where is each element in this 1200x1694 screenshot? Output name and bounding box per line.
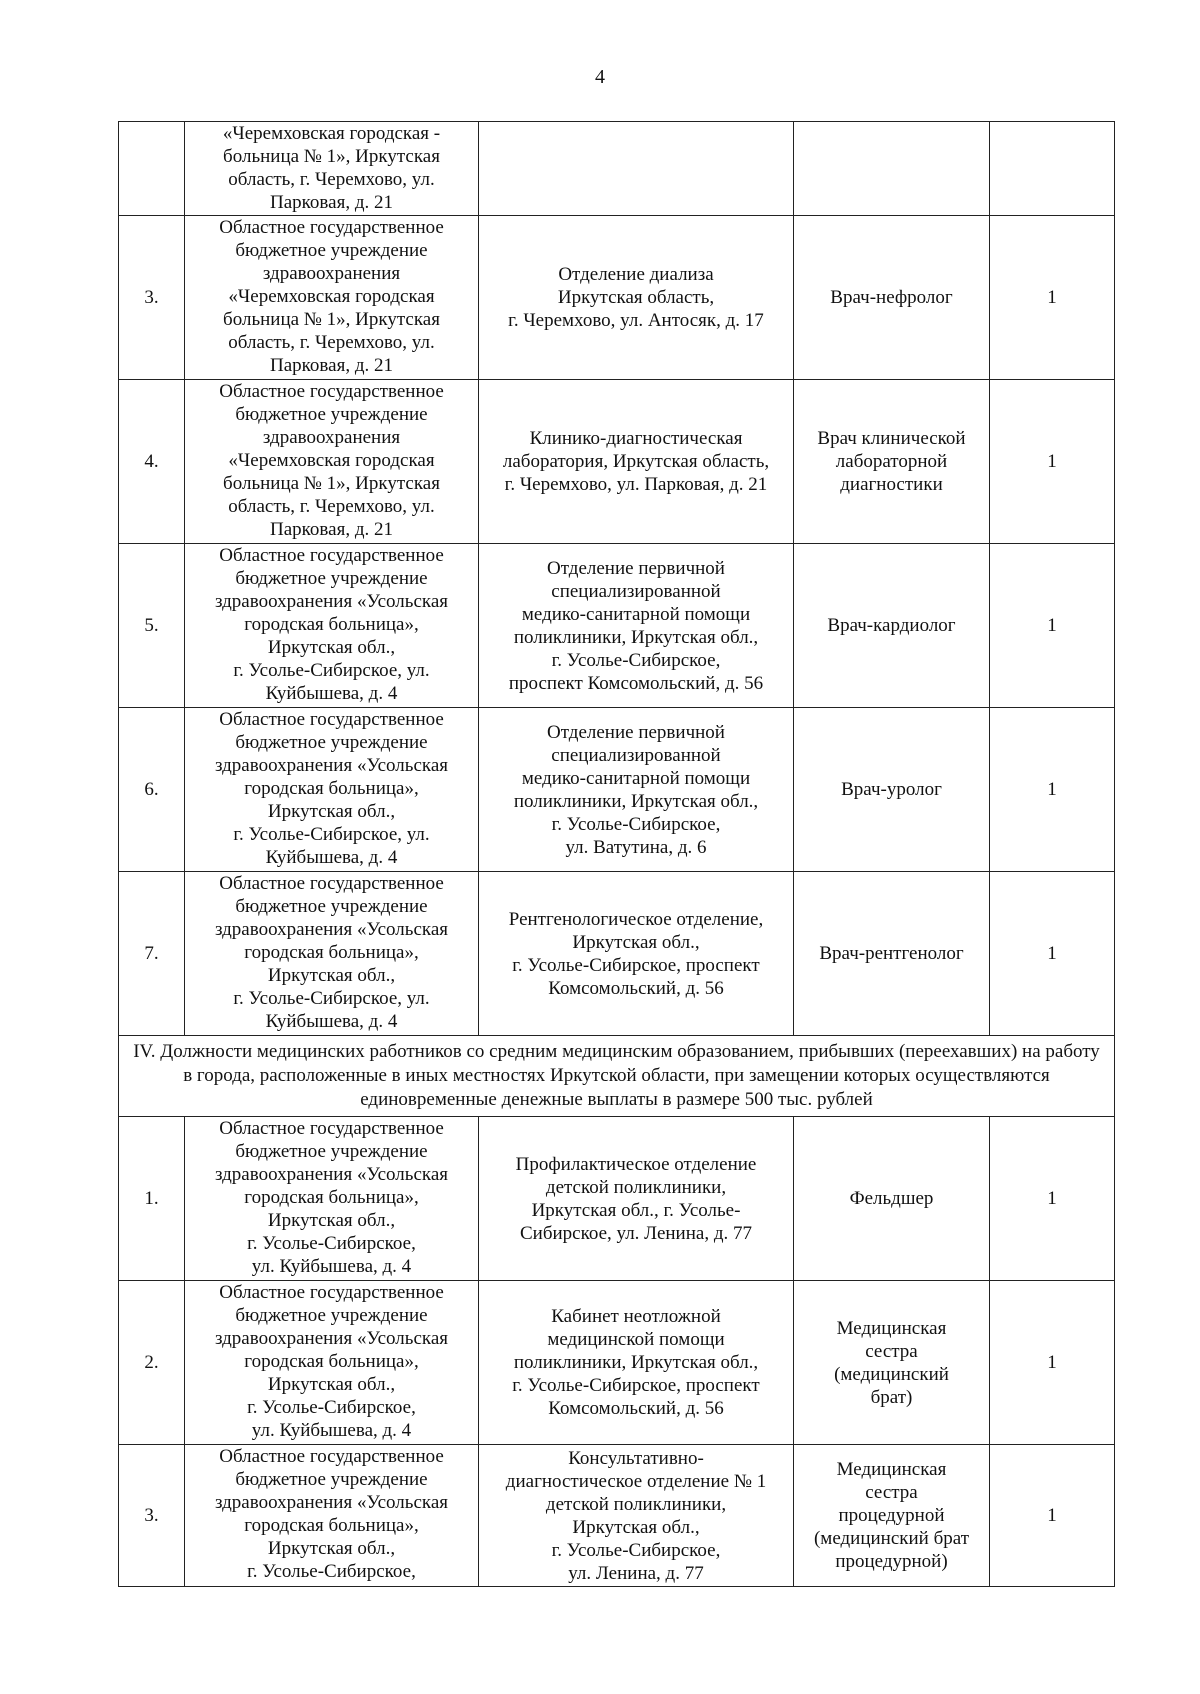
cell-count: 1 (990, 1445, 1115, 1587)
table-row (119, 1117, 1115, 1281)
cell-organization: Областное государственное бюджетное учреждение здравоохранения «Усольская городская больница», Иркутская обл., г. Усолье-Сибирское, ул. Куйбышева, д. 4 (185, 708, 479, 872)
cell-organization: «Черемховская городская - больница № 1», Иркутская область, г. Черемхово, ул. Парковая, д. 21 (185, 122, 479, 216)
cell-number: 6. (119, 708, 185, 872)
table-row (119, 1281, 1115, 1445)
cell-number: 4. (119, 380, 185, 544)
cell-organization: Областное государственное бюджетное учреждение здравоохранения «Усольская городская больница», Иркутская обл., г. Усолье-Сибирское, ул. Куйбышева, д. 4 (185, 1117, 479, 1281)
cell-unit: Отделение первичной специализированной медико-санитарной помощи поликлиники, Иркутская обл., г. Усолье-Сибирское, проспект Комсомольский, д. 56 (479, 544, 794, 708)
cell-position: Фельдшер (794, 1117, 990, 1281)
cell-number: 2. (119, 1281, 185, 1445)
cell-number: 3. (119, 216, 185, 380)
cell-count: 1 (990, 1281, 1115, 1445)
cell-position: Врач-уролог (794, 708, 990, 872)
cell-number (119, 122, 185, 216)
cell-position: Медицинская сестра (медицинский брат) (794, 1281, 990, 1445)
cell-unit: Клинико-диагностическая лаборатория, Иркутская область, г. Черемхово, ул. Парковая, д. 21 (479, 380, 794, 544)
cell-organization: Областное государственное бюджетное учреждение здравоохранения «Усольская городская больница», Иркутская обл., г. Усолье-Сибирское, ул. Куйбышева, д. 4 (185, 544, 479, 708)
page-number: 4 (595, 66, 605, 88)
cell-organization: Областное государственное бюджетное учреждение здравоохранения «Усольская городская больница», Иркутская обл., г. Усолье-Сибирское, (185, 1445, 479, 1587)
cell-count: 1 (990, 708, 1115, 872)
cell-number: 5. (119, 544, 185, 708)
table-row (119, 708, 1115, 872)
cell-count: 1 (990, 544, 1115, 708)
cell-count: 1 (990, 1117, 1115, 1281)
cell-position (794, 122, 990, 216)
cell-position: Врач клинической лабораторной диагностики (794, 380, 990, 544)
cell-unit: Консультативно- диагностическое отделение № 1 детской поликлиники, Иркутская обл., г. Усолье-Сибирское, ул. Ленина, д. 77 (479, 1445, 794, 1587)
table-row (119, 544, 1115, 708)
cell-count: 1 (990, 872, 1115, 1036)
cell-unit: Отделение диализа Иркутская область, г. Черемхово, ул. Антосяк, д. 17 (479, 216, 794, 380)
table-row (119, 1445, 1115, 1587)
positions-table (118, 121, 1115, 1587)
cell-organization: Областное государственное бюджетное учреждение здравоохранения «Черемховская городская больница № 1», Иркутская область, г. Черемхово, ул. Парковая, д. 21 (185, 380, 479, 544)
cell-position: Врач-нефролог (794, 216, 990, 380)
cell-number: 1. (119, 1117, 185, 1281)
table-row (119, 872, 1115, 1036)
cell-position: Врач-рентгенолог (794, 872, 990, 1036)
cell-organization: Областное государственное бюджетное учреждение здравоохранения «Черемховская городская больница № 1», Иркутская область, г. Черемхово, ул. Парковая, д. 21 (185, 216, 479, 380)
cell-number: 3. (119, 1445, 185, 1587)
table-row (119, 380, 1115, 544)
cell-count (990, 122, 1115, 216)
cell-unit: Рентгенологическое отделение, Иркутская обл., г. Усолье-Сибирское, проспект Комсомольский, д. 56 (479, 872, 794, 1036)
cell-organization: Областное государственное бюджетное учреждение здравоохранения «Усольская городская больница», Иркутская обл., г. Усолье-Сибирское, ул. Куйбышева, д. 4 (185, 872, 479, 1036)
cell-unit: Кабинет неотложной медицинской помощи поликлиники, Иркутская обл., г. Усолье-Сибирское, проспект Комсомольский, д. 56 (479, 1281, 794, 1445)
cell-position: Врач-кардиолог (794, 544, 990, 708)
cell-unit: Отделение первичной специализированной медико-санитарной помощи поликлиники, Иркутская обл., г. Усолье-Сибирское, ул. Ватутина, д. 6 (479, 708, 794, 872)
cell-number: 7. (119, 872, 185, 1036)
cell-unit: Профилактическое отделение детской поликлиники, Иркутская обл., г. Усолье- Сибирское, ул. Ленина, д. 77 (479, 1117, 794, 1281)
cell-organization: Областное государственное бюджетное учреждение здравоохранения «Усольская городская больница», Иркутская обл., г. Усолье-Сибирское, ул. Куйбышева, д. 4 (185, 1281, 479, 1445)
section-heading: IV. Должности медицинских работников со средним медицинским образованием, прибывших (переехавших) на работу в города, расположенные в иных местностях Иркутской области, при замещении которых осуществляются единовременные денежные выплаты в размере 500 тыс. рублей (119, 1036, 1115, 1117)
table-row (119, 216, 1115, 380)
cell-unit (479, 122, 794, 216)
cell-count: 1 (990, 216, 1115, 380)
section-heading-row (119, 1036, 1115, 1117)
table-row (119, 122, 1115, 216)
cell-position: Медицинская сестра процедурной (медицинский брат процедурной) (794, 1445, 990, 1587)
cell-count: 1 (990, 380, 1115, 544)
